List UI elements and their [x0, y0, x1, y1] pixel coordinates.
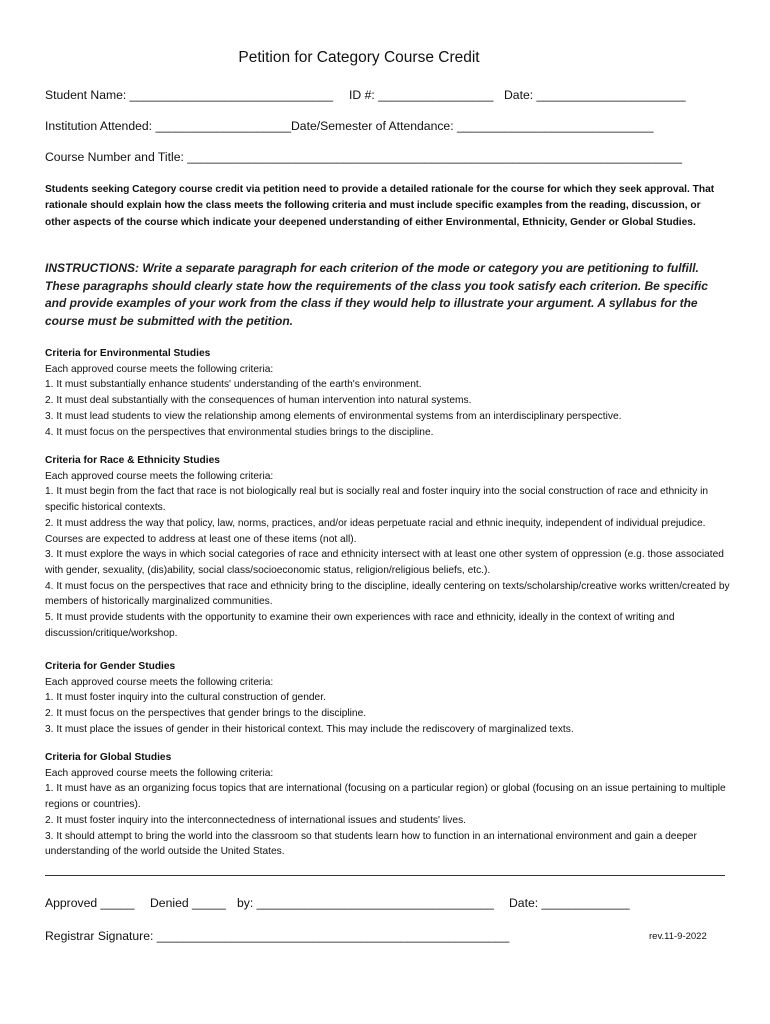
criteria-intro: Each approved course meets the following criteria: [45, 676, 274, 688]
criteria-item: 2. It must foster inquiry into the interconnectedness of international issues and students' lives. [45, 814, 466, 826]
criteria-item: 1. It must have as an organizing focus topics that are international (focusing on a particular region) or global (focusing on an issue pertaining to multiple regions or countries). [45, 783, 726, 811]
criteria-intro: Each approved course meets the following criteria: [45, 363, 274, 375]
instructions-paragraph [45, 260, 715, 330]
criteria-item: 5. It must provide students with the opportunity to examine their own experiences with race and ethnicity, ideally in the context of writing and discussion/critique/workshop. [45, 612, 675, 639]
criteria-item: 3. It must place the issues of gender in their historical context. This may include the rediscovery of marginalized texts. [45, 723, 574, 735]
approval-date-field: Date: _____________ [509, 896, 630, 910]
criteria-item: 3. It should attempt to bring the world into the classroom so that students learn how to function in an international environment and gain a deeper understanding of the world outside the United States. [45, 830, 697, 858]
institution-field: Institution Attended: ____________________Date/Semester of Attendance: _____________________________ [45, 119, 654, 133]
criteria-item: 2. It must focus on the perspectives that gender brings to the discipline. [45, 708, 367, 720]
student-name-field: Student Name: ______________________________ [45, 88, 334, 102]
criteria-item: 1. It must substantially enhance students' understanding of the earth's environment. [45, 379, 422, 391]
id-field: ID #: _________________ [349, 88, 494, 102]
criteria-heading: Criteria for Gender Studies [45, 661, 176, 672]
date-field: Date: ______________________ [504, 88, 686, 102]
revision-label: rev.11-9-2022 [649, 931, 707, 942]
criteria-heading: Criteria for Global Studies [45, 752, 172, 763]
criteria-item: 4. It must focus on the perspectives that environmental studies brings to the discipline. [45, 426, 434, 438]
instructions-label: INSTRUCTIONS: [45, 261, 139, 275]
criteria-race-ethnicity [45, 453, 735, 641]
registrar-signature-field: Registrar Signature: ____________________________________________________ [45, 929, 510, 943]
criteria-heading: Criteria for Race & Ethnicity Studies [45, 455, 220, 466]
criteria-intro: Each approved course meets the following criteria: [45, 470, 274, 482]
criteria-item: 2. It must deal substantially with the consequences of human intervention into natural systems. [45, 395, 472, 407]
criteria-item: 3. It must explore the ways in which social categories of race and ethnicity intersect with at least one other system of oppression (e.g. those associated with gender, sexuality, (dis)ability, social class/socioeconomic status, religion/religious beliefs, etc.). [45, 549, 724, 576]
criteria-item: 2. It must address the way that policy, law, norms, practices, and/or ideas perpetuate racial and ethnic inequity, independent of individual prejudice. Courses are expected to address at least one of these items (not all). [45, 517, 706, 545]
footer-divider [45, 875, 725, 876]
criteria-item: 3. It must lead students to view the relationship among elements of environmental systems from an interdisciplinary perspective. [45, 410, 622, 422]
criteria-global [45, 750, 735, 860]
approver-field: by: ___________________________________ [237, 896, 494, 910]
instructions-text: Write a separate paragraph for each criterion of the mode or category you are petitioning to fulfill. These paragraphs should clearly state how the requirements of the class you took satisfy each criterion. Be specific and provide examples of your work from the class if they would help to illustrate your argument. A syllabus for the course must be submitted with the petition. [45, 261, 708, 328]
page-title: Petition for Category Course Credit [238, 49, 480, 66]
criteria-heading: Criteria for Environmental Studies [45, 348, 211, 359]
criteria-item: 1. It must begin from the fact that race is not biologically real but is socially real and foster inquiry into the social construction of race and ethnicity in specific historical contexts. [45, 486, 709, 514]
criteria-environmental [45, 346, 735, 440]
rationale-paragraph: Students seeking Category course credit via petition need to provide a detailed rationale for the course for which they seek approval. That rationale should explain how the class meets the following criteria and must include specific examples from the reading, discussion, or other aspects of the course which indicate your deepened understanding of either Environmental, Ethnicity, Gender or Global Studies. [45, 184, 715, 228]
course-field: Course Number and Title: _________________________________________________________________________ [45, 150, 683, 164]
criteria-item: 4. It must focus on the perspectives that race and ethnicity bring to the discipline, ideally centering on texts/scholarship/creative works written/created by members of historically marginalized communities. [45, 580, 730, 608]
denied-field: Denied _____ [150, 896, 226, 910]
criteria-gender [45, 659, 735, 738]
criteria-intro: Each approved course meets the following criteria: [45, 767, 274, 779]
approved-field: Approved _____ [45, 896, 135, 910]
criteria-item: 1. It must foster inquiry into the cultural construction of gender. [45, 692, 326, 704]
